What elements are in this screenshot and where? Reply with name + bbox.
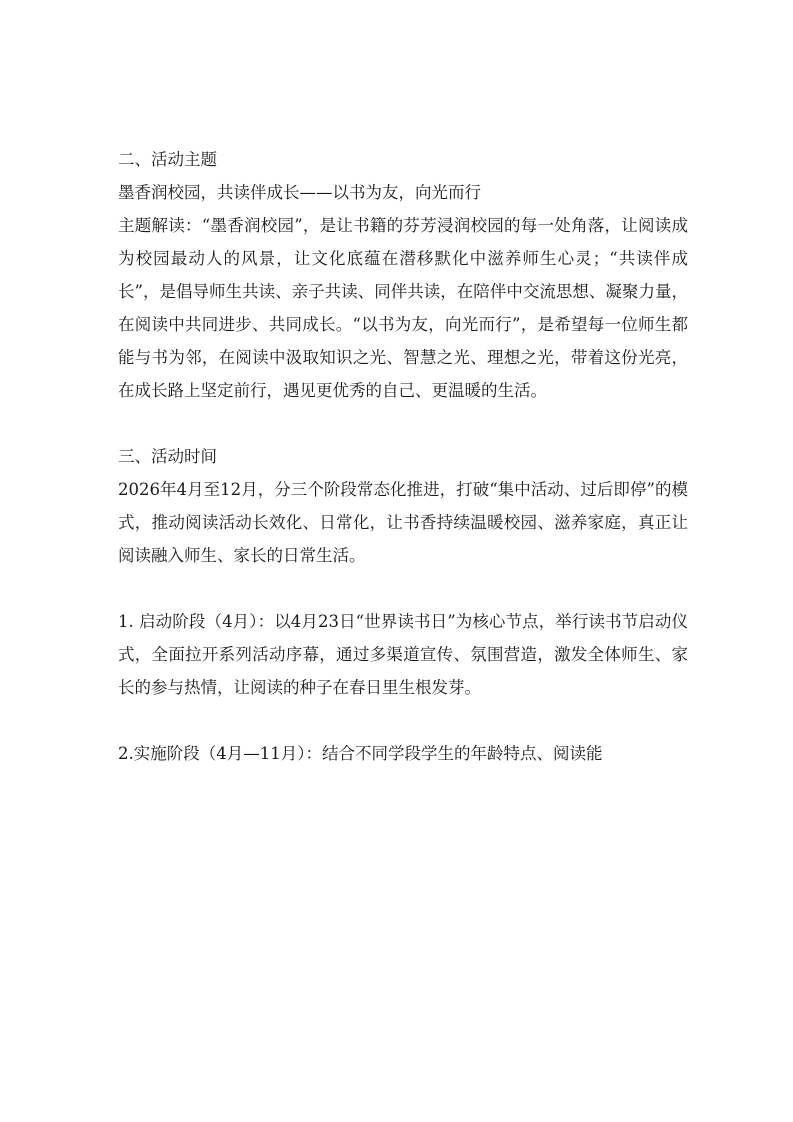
time-intro: 2026年4月至12月，分三个阶段常态化推进，打破“集中活动、过后即停”的模式，推动阅读活动长效化、日常化，让书香持续温暖校园、滋养家庭，真正让阅读融入师生、家长的日常生活。 <box>118 480 688 565</box>
section-heading-time: 三、活动时间 <box>118 447 217 466</box>
theme-interpretation: 主题解读：“墨香润校园”，是让书籍的芬芳浸润校园的每一处角落，让阅读成为校园最动人的风景，让文化底蕴在潜移默化中滋养师生心灵；“共读伴成长”，是倡导师生共读、亲子共读、同伴共读，在陪伴中交流思想、凝聚力量，在阅读中共同进步、共同成长。“以书为友，向光而行”，是希望每一位师生都能与书为邻，在阅读中汲取知识之光、智慧之光、理想之光，带着这份光亮，在成长路上坚定前行，遇见更优秀的自己、更温暖的生活。 <box>118 216 688 400</box>
paragraph-gap <box>118 572 688 605</box>
paragraph-gap <box>118 407 688 440</box>
document-page <box>118 143 688 770</box>
theme-statement: 墨香润校园，共读伴成长——以书为友，向光而行 <box>118 183 481 202</box>
stage-launch: 1. 启动阶段（4月）：以4月23日“世界读书日”为核心节点，举行读书节启动仪式，全面拉开系列活动序幕，通过多渠道宣传、氛围营造，激发全体师生、家长的参与热情，让阅读的种子在春日里生根发芽。 <box>118 612 688 697</box>
stage-implementation: 2.实施阶段（4月—11月）：结合不同学段学生的年龄特点、阅读能 <box>118 744 603 763</box>
section-heading-theme: 二、活动主题 <box>118 150 217 169</box>
paragraph-gap <box>118 704 688 737</box>
